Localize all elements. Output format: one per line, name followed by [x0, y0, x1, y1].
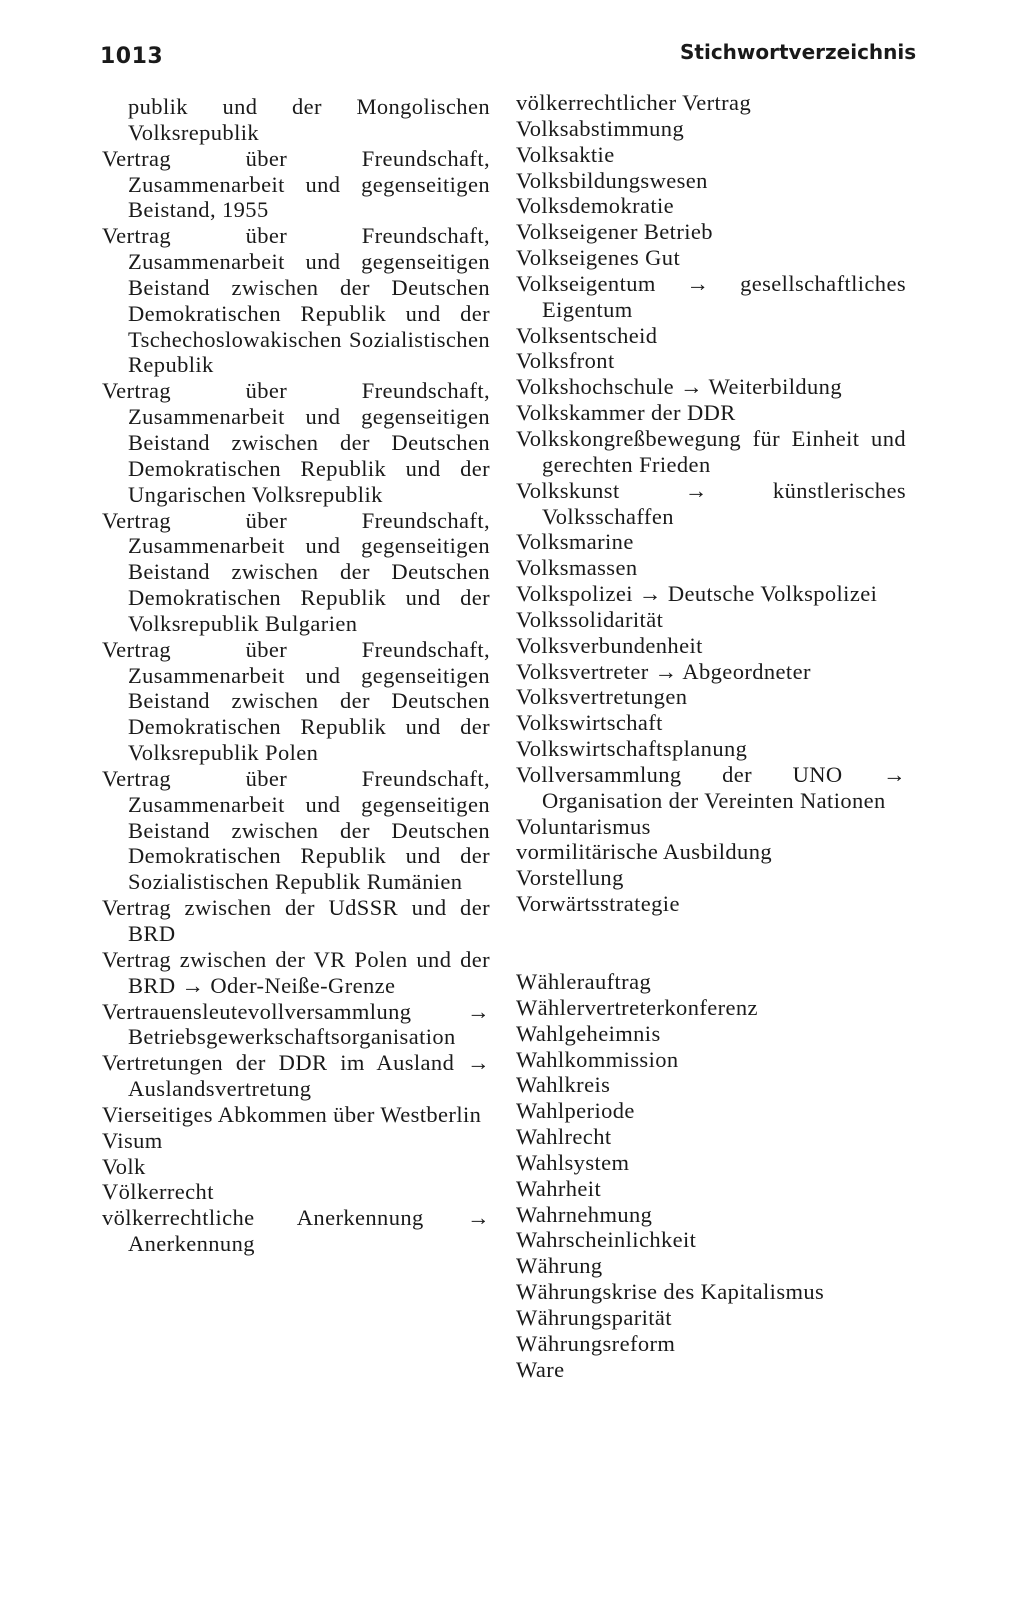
index-entry: Wahrnehmung [516, 1201, 653, 1227]
index-entry: Vollversammlung der UNO → Organisation der Vereinten Nationen [516, 761, 906, 813]
index-entry: Vertrag über Freundschaft, Zusammenarbeit und gegenseitigen Beistand zwischen der Deutschen Demokratischen Republik und der Ungarischen Volksrepublik [102, 378, 490, 507]
index-entry: Wahlkommission [516, 1046, 679, 1072]
index-entry: Volkseigener Betrieb [516, 219, 713, 245]
index-entry: Wahlsystem [516, 1149, 630, 1175]
index-entry: Volkskunst → künstlerisches Volksschaffen [516, 477, 906, 529]
index-entry: Volkseigenes Gut [516, 245, 681, 271]
index-entry: Volksentscheid [516, 322, 658, 348]
index-entry: Volkswirtschaft [516, 710, 663, 736]
index-entry: Volkskammer der DDR [516, 400, 736, 426]
index-entry: Wahrheit [516, 1175, 602, 1201]
index-entry: Vertrag über Freundschaft, Zusammenarbeit und gegenseitigen Beistand zwischen der Deutschen Demokratischen Republik und der Volksrepublik Polen [102, 636, 490, 766]
index-entry: Vertrag über Freundschaft, Zusammenarbeit und gegenseitigen Beistand, 1955 [102, 145, 490, 223]
index-entry: völkerrechtlicher Vertrag [516, 90, 752, 115]
index-entry: Ware [516, 1356, 565, 1382]
index-entry: Wählervertreterkonferenz [516, 994, 758, 1020]
index-entry: Vertrag über Freundschaft, Zusammenarbeit und gegenseitigen Beistand zwischen der Deutschen Demokratischen Republik und der Tschechoslowakischen Sozialistischen Republik [102, 223, 490, 378]
index-entry: Volksfront [516, 348, 615, 374]
index-entry: völkerrechtliche Anerkennung → Anerkennung [102, 1205, 490, 1257]
index-entry: Vertrag über Freundschaft, Zusammenarbeit und gegenseitigen Beistand zwischen der Deutschen Demokratischen Republik und der Volksrepublik Bulgarien [102, 507, 490, 636]
index-entry: vormilitärische Ausbildung [516, 839, 772, 865]
index-entry: Volksvertreter → Abgeordneter [516, 658, 811, 684]
index-entry: Volksvertretungen [516, 684, 688, 710]
index-entry: Vierseitiges Abkommen über Westberlin [102, 1101, 482, 1127]
index-entry: Volkspolizei → Deutsche Volkspolizei [516, 581, 878, 607]
index-entry: Vertrauensleutevollversammlung → Betriebsgewerkschaftsorganisation [102, 998, 490, 1050]
index-entry: Volksdemokratie [516, 193, 675, 219]
left-column [102, 94, 490, 1257]
index-entry: Volksmassen [516, 555, 638, 581]
index-entry: Volksbildungswesen [516, 167, 708, 193]
index-entry: Vorstellung [516, 865, 624, 891]
index-entry: Wahlperiode [516, 1098, 635, 1124]
letter-group-spacer [516, 917, 906, 969]
index-entry: Volkssolidarität [516, 606, 664, 632]
running-head: Stichwortverzeichnis [680, 40, 917, 64]
index-entry: Volkshochschule → Weiterbildung [516, 374, 842, 400]
index-entry: Volksaktie [516, 141, 615, 167]
index-entry: Wahlrecht [516, 1124, 612, 1150]
index-entry: Vertrag zwischen der UdSSR und der BRD [102, 895, 490, 946]
page-number: 1013 [100, 44, 164, 69]
index-entry: Vorwärtsstrategie [516, 891, 680, 917]
index-entry: Volkskongreßbewegung für Einheit und gerechten Frieden [516, 425, 906, 477]
index-entry: Volksmarine [516, 529, 634, 555]
index-entry: Volksverbundenheit [516, 632, 703, 658]
index-entry: Vertrag zwischen der VR Polen und der BRD → Oder-Neiße-Grenze [102, 946, 490, 998]
index-entry: Vertrag über Freundschaft, Zusammenarbeit und gegenseitigen Beistand zwischen der Deutschen Demokratischen Republik und der Sozialistischen Republik Rumänien [102, 765, 490, 895]
index-entry: Wahlgeheimnis [516, 1020, 661, 1046]
index-entry: publik und der Mongolischen Volksrepublik [128, 94, 490, 145]
right-column [516, 90, 906, 1383]
index-entry: Währung [516, 1253, 603, 1279]
index-entry: Voluntarismus [516, 813, 651, 839]
index-entry: Wahrscheinlichkeit [516, 1227, 697, 1253]
index-entry: Währungsreform [516, 1330, 676, 1356]
index-entry: Wählerauftrag [516, 969, 652, 994]
index-entry: Währungskrise des Kapitalismus [516, 1279, 825, 1305]
index-entry: Visum [102, 1127, 163, 1153]
index-entry: Währungsparität [516, 1304, 672, 1330]
index-entry: Vertretungen der DDR im Ausland → Auslandsvertretung [102, 1050, 490, 1102]
index-entry: Volk [102, 1153, 146, 1179]
index-entry: Volksabstimmung [516, 115, 685, 141]
index-entry: Wahlkreis [516, 1072, 611, 1098]
index-entry: Völkerrecht [102, 1179, 214, 1205]
index-entry: Volkseigentum → gesellschaftliches Eigentum [516, 270, 906, 322]
index-entry: Volkswirtschaftsplanung [516, 736, 748, 762]
